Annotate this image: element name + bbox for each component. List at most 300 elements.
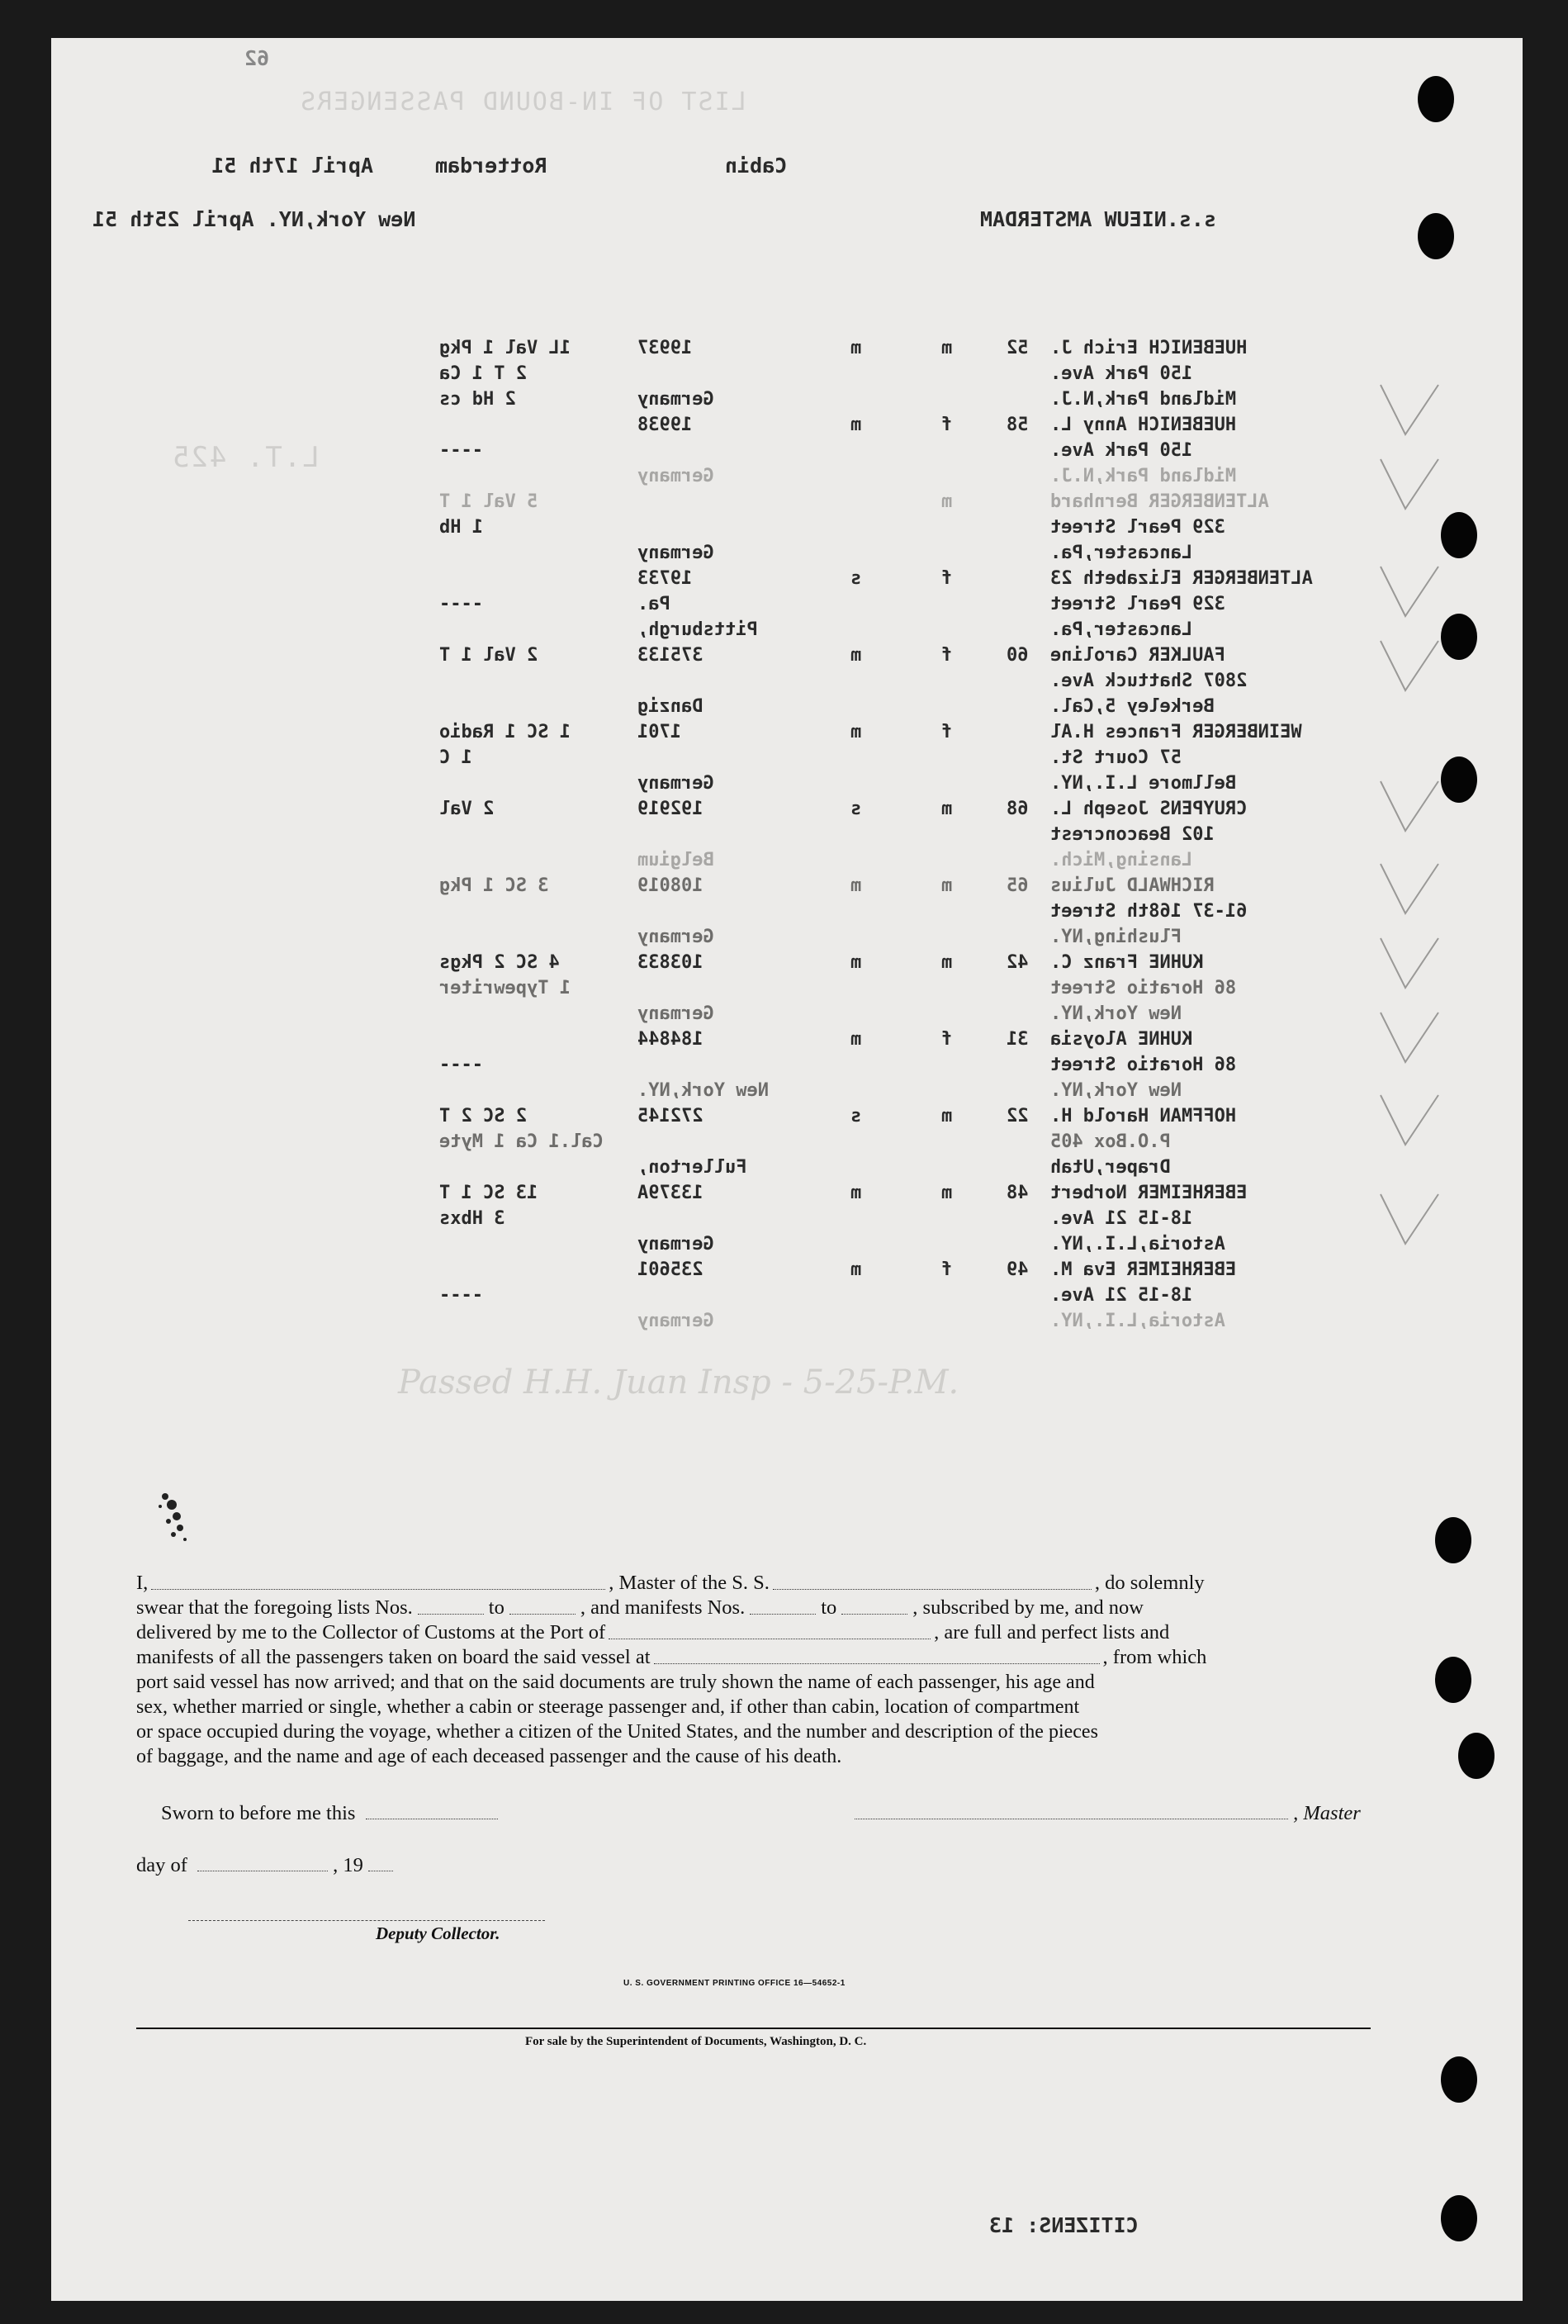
sex-cell xyxy=(902,1308,992,1334)
sex-cell xyxy=(902,463,992,489)
baggage-cell xyxy=(439,1078,629,1103)
marital-cell xyxy=(811,668,902,694)
marital-cell xyxy=(811,412,902,438)
sex-cell xyxy=(902,1129,992,1155)
name-cell-text: Flushing,NY. xyxy=(1050,927,1182,947)
nationality-cell xyxy=(629,591,811,617)
name-cell-text: 86 Horatio Street xyxy=(1050,1055,1237,1075)
sex-cell xyxy=(902,1231,992,1257)
baggage-cell xyxy=(439,1103,629,1129)
sworn-date-blank[interactable] xyxy=(366,1800,498,1819)
table-row xyxy=(439,924,1447,950)
binder-hole-10 xyxy=(1441,2195,1477,2241)
nationality-cell-text: Germany xyxy=(637,389,714,410)
nationality-cell-text: 108019 xyxy=(637,875,703,896)
age-cell xyxy=(992,924,1042,950)
table-row xyxy=(439,387,1447,412)
nationality-cell xyxy=(629,1129,811,1155)
baggage-cell xyxy=(439,796,629,822)
baggage-cell xyxy=(439,515,629,540)
manifest-to-blank[interactable] xyxy=(841,1596,907,1615)
age-cell xyxy=(992,1283,1042,1308)
baggage-cell-text: 3 SC 1 Pkg xyxy=(439,875,549,896)
nationality-cell xyxy=(629,1052,811,1078)
baggage-cell-text: 1 C xyxy=(439,747,472,768)
year-blank[interactable] xyxy=(368,1852,393,1871)
table-row xyxy=(439,668,1447,694)
table-row xyxy=(439,796,1447,822)
nationality-cell-text: Belgium xyxy=(637,850,714,870)
name-cell-text: ALTENBERGER Bernhard xyxy=(1050,491,1269,512)
sex-cell xyxy=(902,924,992,950)
nationality-cell-text: 272145 xyxy=(637,1106,703,1126)
baggage-cell xyxy=(439,617,629,643)
age-cell-text: 65 xyxy=(1006,875,1029,896)
table-row xyxy=(439,771,1447,796)
sex-cell xyxy=(902,515,992,540)
baggage-cell xyxy=(439,335,629,361)
baggage-cell-text: ---- xyxy=(439,594,483,614)
age-cell xyxy=(992,822,1042,847)
baggage-cell xyxy=(439,643,629,668)
marital-cell xyxy=(811,1001,902,1027)
list-from-blank[interactable] xyxy=(418,1596,484,1615)
marital-cell xyxy=(811,822,902,847)
nationality-cell xyxy=(629,668,811,694)
marital-cell-text: m xyxy=(850,1259,862,1280)
nationality-cell xyxy=(629,745,811,771)
ghost-list-title: LIST OF IN-BOUND PASSENGERS xyxy=(299,88,746,116)
nationality-cell xyxy=(629,643,811,668)
baggage-cell-text: 2 SC 2 T xyxy=(439,1106,527,1126)
baggage-cell-text: 2 Val 1 T xyxy=(439,645,538,666)
age-cell xyxy=(992,1206,1042,1231)
name-cell-text: New York,NY. xyxy=(1050,1003,1182,1024)
sex-cell xyxy=(902,899,992,924)
age-cell-text: 68 xyxy=(1006,799,1029,819)
baggage-cell xyxy=(439,899,629,924)
marital-cell-text: m xyxy=(850,1183,862,1203)
sex-cell-text: m xyxy=(941,1183,953,1203)
table-row xyxy=(439,335,1447,361)
nationality-cell xyxy=(629,438,811,463)
nationality-cell xyxy=(629,924,811,950)
oath-line-7: or space occupied during the voyage, whether a citizen of the United States, and the number and description of the pieces xyxy=(136,1721,1098,1743)
nationality-cell-text: 184844 xyxy=(637,1029,703,1050)
sex-cell-text: f xyxy=(941,645,953,666)
nationality-cell xyxy=(629,719,811,745)
binder-hole-3 xyxy=(1441,512,1477,558)
table-row xyxy=(439,540,1447,566)
marital-cell xyxy=(811,591,902,617)
age-cell xyxy=(992,1308,1042,1334)
sex-cell xyxy=(902,822,992,847)
name-cell-text: 329 Pearl Street xyxy=(1050,594,1225,614)
age-cell-text: 49 xyxy=(1006,1259,1029,1280)
nationality-cell-text: Germany xyxy=(637,466,714,486)
age-cell xyxy=(992,335,1042,361)
marital-cell xyxy=(811,1155,902,1180)
binder-hole-8 xyxy=(1458,1733,1495,1779)
baggage-cell xyxy=(439,438,629,463)
age-cell xyxy=(992,1001,1042,1027)
sex-cell xyxy=(902,796,992,822)
nationality-cell-text: Fullerton, xyxy=(637,1157,747,1178)
age-cell xyxy=(992,591,1042,617)
list-to-blank[interactable] xyxy=(509,1596,576,1615)
age-cell xyxy=(992,950,1042,975)
baggage-cell xyxy=(439,975,629,1001)
marital-cell xyxy=(811,361,902,387)
check-marks xyxy=(1372,368,1447,1359)
name-cell-text: Lancaster,Pa. xyxy=(1050,543,1193,563)
nationality-cell xyxy=(629,335,811,361)
age-cell xyxy=(992,387,1042,412)
table-row xyxy=(439,489,1447,515)
marital-cell xyxy=(811,1129,902,1155)
sex-cell-text: f xyxy=(941,568,953,589)
baggage-cell-text: 1 Hb xyxy=(439,517,483,538)
sex-cell xyxy=(902,1155,992,1180)
baggage-cell xyxy=(439,412,629,438)
sex-cell xyxy=(902,694,992,719)
name-cell-text: ALTENBERGER Elizabeth 23 xyxy=(1050,568,1313,589)
name-cell-text: 150 Park Ave. xyxy=(1050,440,1193,461)
table-row xyxy=(439,745,1447,771)
age-cell xyxy=(992,540,1042,566)
baggage-cell xyxy=(439,873,629,899)
sale-notice: For sale by the Superintendent of Documents, Washington, D. C. xyxy=(525,2035,867,2048)
table-row xyxy=(439,515,1447,540)
marital-cell-text: m xyxy=(850,645,862,666)
baggage-cell-text: 3 Hbxs xyxy=(439,1208,505,1229)
marital-cell-text: m xyxy=(850,338,862,358)
name-cell-text: 18-15 21 Ave. xyxy=(1050,1285,1193,1306)
day-of-blank[interactable] xyxy=(197,1852,328,1871)
sex-cell-text: m xyxy=(941,799,953,819)
table-row xyxy=(439,361,1447,387)
nationality-cell-text: 13379A xyxy=(637,1183,703,1203)
name-cell-text: 57 Court St. xyxy=(1050,747,1182,768)
sex-cell xyxy=(902,361,992,387)
marital-cell xyxy=(811,1180,902,1206)
baggage-cell-text: Cal.1 Ca 1 Myte xyxy=(439,1131,604,1152)
nationality-cell-text: 1701 xyxy=(637,722,681,742)
baggage-cell xyxy=(439,719,629,745)
oath-line-4: manifests of all the passengers taken on board the said vessel at , from which xyxy=(136,1646,1207,1668)
marital-cell-text: s xyxy=(850,1106,862,1126)
master-signature-blank[interactable] xyxy=(855,1800,1288,1819)
embark-port-blank[interactable] xyxy=(654,1645,1100,1664)
marital-cell xyxy=(811,643,902,668)
nationality-cell xyxy=(629,1180,811,1206)
name-cell-text: HUEBENICH Anny L. xyxy=(1050,415,1237,435)
baggage-cell-text: ---- xyxy=(439,440,483,461)
age-cell-text: 31 xyxy=(1006,1029,1029,1050)
baggage-cell xyxy=(439,463,629,489)
baggage-cell-text: 2 Hd cs xyxy=(439,389,516,410)
master-name-blank[interactable] xyxy=(151,1571,605,1590)
age-cell xyxy=(992,694,1042,719)
marital-cell xyxy=(811,1027,902,1052)
sex-cell xyxy=(902,1257,992,1283)
table-row xyxy=(439,412,1447,438)
marital-cell xyxy=(811,1308,902,1334)
name-cell-text: RICHWALD Julius xyxy=(1050,875,1215,896)
nationality-cell xyxy=(629,771,811,796)
age-cell xyxy=(992,719,1042,745)
sex-cell xyxy=(902,540,992,566)
name-cell-text: Midland Park,N.J. xyxy=(1050,389,1237,410)
age-cell xyxy=(992,975,1042,1001)
binder-hole-7 xyxy=(1435,1657,1471,1703)
nationality-cell xyxy=(629,1103,811,1129)
marital-cell xyxy=(811,975,902,1001)
header-top-line: April 17th 51 Rotterdam Cabin xyxy=(211,154,787,178)
table-row xyxy=(439,975,1447,1001)
table-row xyxy=(439,1027,1447,1052)
name-cell-text: 18-15 21 Ave. xyxy=(1050,1208,1193,1229)
table-row xyxy=(439,1129,1447,1155)
name-cell-text: 102 Beaconcrest xyxy=(1050,824,1215,845)
baggage-cell xyxy=(439,489,629,515)
age-cell xyxy=(992,1078,1042,1103)
age-cell-text: 52 xyxy=(1006,338,1029,358)
baggage-cell xyxy=(439,924,629,950)
nationality-cell xyxy=(629,387,811,412)
name-cell-text: Astoria,L.I.,NY. xyxy=(1050,1311,1225,1331)
marital-cell-text: s xyxy=(850,799,862,819)
table-row xyxy=(439,643,1447,668)
sex-cell xyxy=(902,975,992,1001)
printer-imprint: U. S. GOVERNMENT PRINTING OFFICE 16—54652-1 xyxy=(623,1979,846,1988)
sex-cell xyxy=(902,719,992,745)
nationality-cell xyxy=(629,950,811,975)
sex-cell xyxy=(902,873,992,899)
age-cell xyxy=(992,1052,1042,1078)
table-row xyxy=(439,566,1447,591)
name-cell-text: 61-37 168th Street xyxy=(1050,901,1248,922)
table-row xyxy=(439,1052,1447,1078)
nationality-cell-text: 19733 xyxy=(637,568,693,589)
baggage-cell xyxy=(439,361,629,387)
age-cell xyxy=(992,412,1042,438)
baggage-cell-text: 4 SC 2 Pkgs xyxy=(439,952,560,973)
marital-cell xyxy=(811,617,902,643)
table-row xyxy=(439,822,1447,847)
age-cell xyxy=(992,745,1042,771)
baggage-cell-text: 1 Typewriter xyxy=(439,978,571,998)
marital-cell-text: m xyxy=(850,722,862,742)
marital-cell xyxy=(811,566,902,591)
name-cell-text: CRUYPENS Joseph L. xyxy=(1050,799,1248,819)
age-cell xyxy=(992,617,1042,643)
baggage-cell xyxy=(439,1052,629,1078)
table-row xyxy=(439,950,1447,975)
age-cell xyxy=(992,515,1042,540)
age-cell xyxy=(992,1155,1042,1180)
nationality-cell xyxy=(629,1308,811,1334)
table-row xyxy=(439,438,1447,463)
marital-cell xyxy=(811,1283,902,1308)
age-cell xyxy=(992,847,1042,873)
nationality-cell-text: Germany xyxy=(637,927,714,947)
age-cell xyxy=(992,796,1042,822)
age-cell xyxy=(992,361,1042,387)
marital-cell xyxy=(811,873,902,899)
baggage-cell xyxy=(439,822,629,847)
marital-cell xyxy=(811,847,902,873)
sex-cell xyxy=(902,591,992,617)
baggage-cell xyxy=(439,668,629,694)
marital-cell xyxy=(811,745,902,771)
nationality-cell xyxy=(629,822,811,847)
baggage-cell-text: 1L Val 1 Pkg xyxy=(439,338,571,358)
marital-cell xyxy=(811,1231,902,1257)
marital-cell-text: m xyxy=(850,875,862,896)
marital-cell xyxy=(811,1257,902,1283)
baggage-cell xyxy=(439,1155,629,1180)
nationality-cell xyxy=(629,515,811,540)
nationality-cell-text: Germany xyxy=(637,1311,714,1331)
binder-hole-1 xyxy=(1418,76,1454,122)
marital-cell xyxy=(811,1052,902,1078)
sex-cell xyxy=(902,745,992,771)
sex-cell xyxy=(902,1027,992,1052)
ship-name-blank[interactable] xyxy=(773,1571,1092,1590)
nationality-cell xyxy=(629,566,811,591)
nationality-cell xyxy=(629,975,811,1001)
nationality-cell-text: Germany xyxy=(637,1234,714,1254)
age-cell xyxy=(992,1129,1042,1155)
age-cell xyxy=(992,1180,1042,1206)
age-cell xyxy=(992,1257,1042,1283)
age-cell xyxy=(992,1103,1042,1129)
nationality-cell xyxy=(629,899,811,924)
marital-cell xyxy=(811,540,902,566)
sex-cell xyxy=(902,412,992,438)
baggage-cell xyxy=(439,745,629,771)
name-cell-text: Midland Park,N.J. xyxy=(1050,466,1237,486)
nationality-cell xyxy=(629,1001,811,1027)
sex-cell-text: m xyxy=(941,875,953,896)
nationality-cell-text: 375133 xyxy=(637,645,703,666)
oath-line-2: swear that the foregoing lists Nos. to , and manifests Nos. to , subscribed by me, and now xyxy=(136,1596,1144,1619)
baggage-cell xyxy=(439,387,629,412)
sex-cell-text: m xyxy=(941,952,953,973)
marital-cell xyxy=(811,489,902,515)
age-cell-text: 60 xyxy=(1006,645,1029,666)
table-row xyxy=(439,591,1447,617)
manifest-from-blank[interactable] xyxy=(750,1596,816,1615)
sex-cell xyxy=(902,1103,992,1129)
manifest-sheet xyxy=(51,38,1523,2301)
citizens-count: CITIZENS: 13 xyxy=(989,2213,1139,2237)
sex-cell xyxy=(902,489,992,515)
table-row xyxy=(439,1206,1447,1231)
nationality-cell-text: Germany xyxy=(637,1003,714,1024)
sex-cell xyxy=(902,1283,992,1308)
sex-cell xyxy=(902,335,992,361)
deputy-collector-label: Deputy Collector. xyxy=(376,1923,500,1943)
marital-cell xyxy=(811,1103,902,1129)
marital-cell xyxy=(811,924,902,950)
nationality-cell-text: New York,NY. xyxy=(637,1080,769,1101)
name-cell-text: HUEBENICH Erich J. xyxy=(1050,338,1248,358)
oath-line-6: sex, whether married or single, whether a cabin or steerage passenger and, if other than cabin, location of compartment xyxy=(136,1696,1080,1718)
master-signature-row: , Master xyxy=(855,1800,1361,1825)
ink-stain xyxy=(149,1482,198,1564)
sex-cell xyxy=(902,1206,992,1231)
nationality-cell-text: Germany xyxy=(637,773,714,794)
nationality-cell-text: 19937 xyxy=(637,338,693,358)
binder-hole-5 xyxy=(1441,756,1477,803)
nationality-cell xyxy=(629,1078,811,1103)
port-blank[interactable] xyxy=(609,1620,931,1639)
name-cell-text: Lancaster,Pa. xyxy=(1050,619,1193,640)
sex-cell-text: m xyxy=(941,491,953,512)
age-cell xyxy=(992,873,1042,899)
nationality-cell xyxy=(629,796,811,822)
baggage-cell xyxy=(439,1129,629,1155)
baggage-cell-text: 1 SC 1 Radio xyxy=(439,722,571,742)
name-cell-text: 329 Pearl Street xyxy=(1050,517,1225,538)
marital-cell-text: m xyxy=(850,415,862,435)
nationality-cell xyxy=(629,489,811,515)
sex-cell-text: f xyxy=(941,1259,953,1280)
marital-cell xyxy=(811,719,902,745)
header-arrival-line: New York,NY. April 25th 51 xyxy=(92,207,416,231)
baggage-cell xyxy=(439,1231,629,1257)
nationality-cell xyxy=(629,1231,811,1257)
inspector-handwriting: Passed H.H. Juan Insp - 5-25-P.M. xyxy=(398,1364,959,1402)
footer-rule xyxy=(136,2028,1371,2029)
name-cell-text: KUHNE Aloysia xyxy=(1050,1029,1193,1050)
nationality-cell xyxy=(629,617,811,643)
sex-cell xyxy=(902,771,992,796)
nationality-cell-text: 19938 xyxy=(637,415,693,435)
sex-cell xyxy=(902,1078,992,1103)
baggage-cell xyxy=(439,540,629,566)
baggage-cell-text: 13 SC 1 T xyxy=(439,1183,538,1203)
table-row xyxy=(439,1001,1447,1027)
table-row xyxy=(439,899,1447,924)
baggage-cell xyxy=(439,1308,629,1334)
baggage-cell xyxy=(439,847,629,873)
name-cell-text: FAULKER Caroline xyxy=(1050,645,1225,666)
sex-cell xyxy=(902,1001,992,1027)
nationality-cell xyxy=(629,847,811,873)
marital-cell xyxy=(811,1206,902,1231)
sex-cell-text: m xyxy=(941,1106,953,1126)
sex-cell xyxy=(902,387,992,412)
name-cell-text: New York,NY. xyxy=(1050,1080,1182,1101)
nationality-cell xyxy=(629,412,811,438)
baggage-cell xyxy=(439,1283,629,1308)
table-row xyxy=(439,463,1447,489)
deputy-signature-line[interactable] xyxy=(188,1920,545,1921)
sex-cell-text: f xyxy=(941,722,953,742)
sex-cell-text: m xyxy=(941,338,953,358)
name-cell-text: 2807 Shattuck Ave. xyxy=(1050,671,1248,691)
sex-cell xyxy=(902,643,992,668)
nationality-cell-text: 235601 xyxy=(637,1259,703,1280)
table-row xyxy=(439,1078,1447,1103)
name-cell-text: WEINBERGER Frances H.Al xyxy=(1050,722,1302,742)
name-cell-text: Astoria,L.I.,NY. xyxy=(1050,1234,1225,1254)
oath-line-1: I, , Master of the S. S. , do solemnly xyxy=(136,1572,1205,1594)
marital-cell xyxy=(811,1078,902,1103)
